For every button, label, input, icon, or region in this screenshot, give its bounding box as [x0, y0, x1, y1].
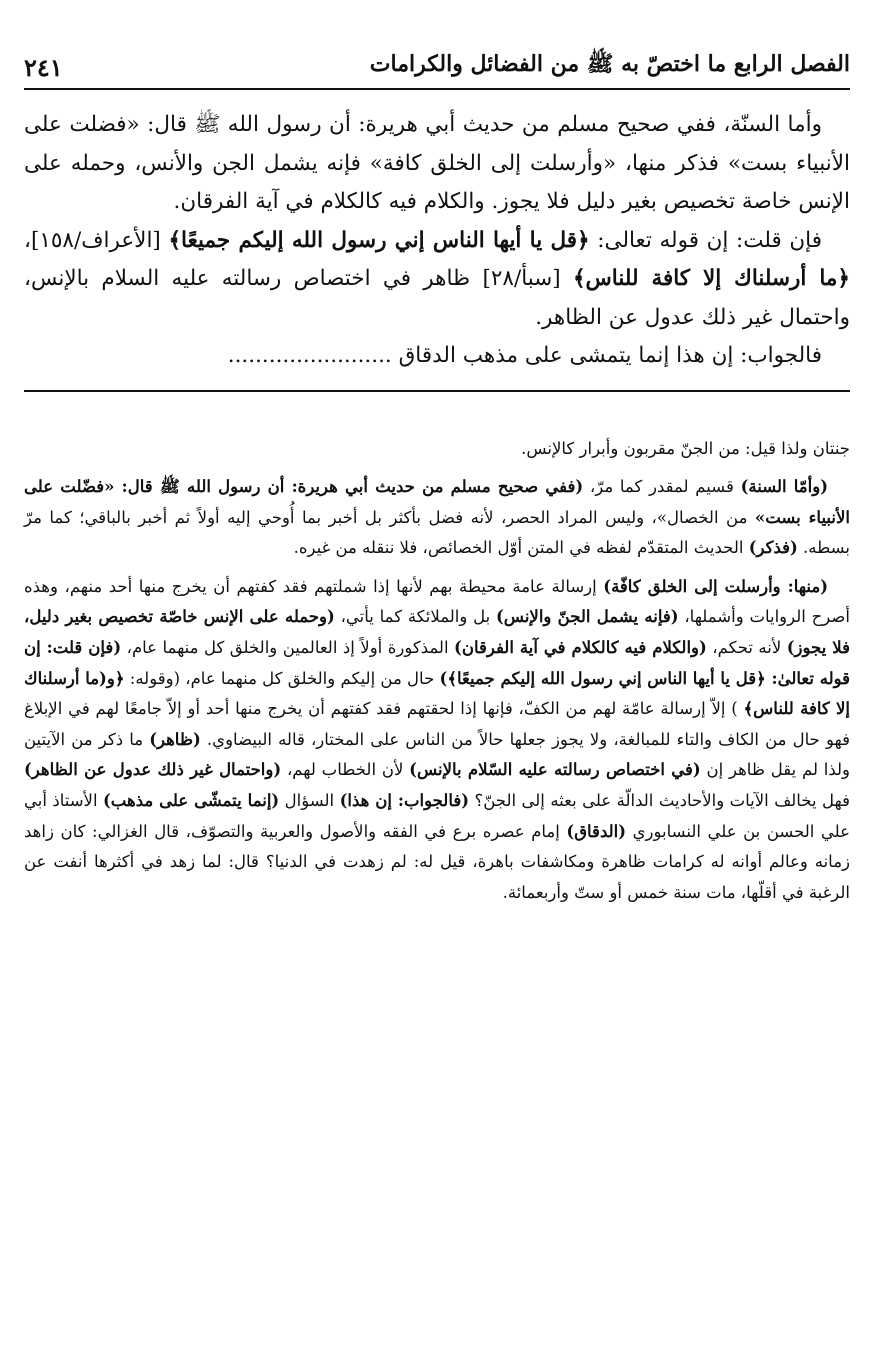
page-number: ٢٤١ — [24, 53, 63, 82]
commentary-quote: (ففي صحيح مسلم من حديث أبي هريرة: أن رسول الله ﷺ قال: «فضّلت على الأنبياء بست» — [24, 477, 850, 527]
main-paragraph-1 — [24, 106, 850, 222]
main-text-segment: فالجواب: إن هذا إنما يتمشى على مذهب الدقاق — [391, 343, 822, 368]
commentary-segment: فهل يخالف الآيات والأحاديث الدالّة على بعثه إلى الجنّ؟ — [469, 791, 851, 811]
main-paragraph-2 — [24, 222, 850, 338]
ellipsis-dots: ........................ — [227, 343, 392, 368]
quran-verse: ﴿قل يا أيها الناس إني رسول الله إليكم جميعًا﴾ — [168, 227, 590, 253]
main-text — [24, 106, 850, 376]
commentary-segment: لأنه تحكم، — [706, 638, 787, 658]
main-paragraph-3 — [24, 337, 850, 376]
commentary-quote: (فإن قلت: إن قوله تعالىٰ: ﴿قل يا أيها الناس إني رسول الله إليكم جميعًا﴾) — [24, 638, 851, 688]
commentary-segment: قسيم لمقدر كما مرّ، — [583, 477, 741, 497]
commentary-segment: من الخصال»، وليس المراد الحصر، لأنه فضل بأكثر بل أخبر بما أُوحي إليه أولاً ثم أخبر بالباقي؛ كما مرّ بسطه. — [24, 507, 850, 558]
commentary-segment: إمام عصره برع في الفقه والأصول والعربية والتصوّف، قال الغزالي: كان زاهد زمانه وعالم أوانه له كرامات ظاهرة ومكاشفات باهرة، قيل له: لم زهدت في الدنيا؟ قال: لما زهد في أكثرها أنفت عن الرغبة في أقلّها، مات سنة خمس أو ستّ وأربعمائة. — [24, 821, 850, 902]
quran-verse: ﴿ما أرسلناك إلا كافة للناس﴾ — [572, 266, 850, 291]
commentary-paragraph-3 — [24, 572, 850, 909]
commentary-quote: (الدقاق) — [566, 821, 627, 841]
commentary-paragraph-2 — [24, 472, 850, 564]
commentary-quote: (والكلام فيه كالكلام في آية الفرقان) — [454, 638, 707, 658]
commentary-quote: (ظاهر) — [149, 729, 201, 749]
commentary-quote: (إنما يتمشّى على مذهب) — [103, 791, 280, 811]
main-text-segment: فإن قلت: إن قوله تعالى: — [589, 227, 822, 253]
commentary-quote: (واحتمال غير ذلك عدول عن الظاهر) — [24, 760, 282, 780]
commentary-segment: حال من إليكم والخلق كل منهما عام، (وقوله: — [124, 668, 440, 688]
commentary-segment: إرسالة عامة محيطة بهم لأنها إذا شملتهم فقد كفتهم أن يخرج منها أحد منهم، وهذه أصرح الروايات وأشملها، — [24, 576, 850, 627]
commentary-segment: ) إلاّ إرسالة عامّة لهم من الكفّ، فإنها إذا لحقتهم فقد كفتهم أن يخرج منها أحد أو إلاّ جامعًا لهم في الإبلاغ فهو حال من الكاف والتاء للمبالغة، ولا يجوز جعلها حالاً من الناس على المختار، قاله البيضاوي. — [24, 699, 850, 749]
commentary-segment: السؤال — [279, 791, 340, 811]
commentary-quote: (منها: وأرسلت إلى الخلق كافّة) — [603, 576, 828, 596]
commentary-quote: (وأمّا السنة) — [740, 477, 828, 497]
commentary-quote: (في اختصاص رسالته عليه السّلام بالإنس) — [409, 760, 701, 780]
commentary-quote: (فذكر) — [748, 538, 798, 558]
main-text-segment: وأما السنّة، ففي صحيح مسلم من حديث أبي هريرة: أن رسول الله ﷺ قال: «فضلت على الأنبياء بست» فذكر منها، «وأرسلت إلى الخلق كافة» فإنه يشمل الجن والأنس، وحمله على الإنس خاصة تخصيص بغير دليل فلا يجوز. والكلام فيه كالكلام في آية الفرقان. — [24, 112, 850, 214]
page-header — [24, 36, 850, 90]
commentary-paragraph-1 — [24, 434, 850, 465]
text-divider — [24, 390, 850, 392]
commentary-quote: (فإنه يشمل الجنّ والإنس) — [496, 607, 679, 627]
commentary-quote: ﴿و(ما أرسلناك إلا كافة للناس﴾ — [24, 668, 851, 719]
commentary-segment: الحديث المتقدّم لفظه في المتن أوّل الخصائص، فلا ننقله من غيره. — [293, 538, 749, 558]
main-text-segment: [الأعراف/١٥٨]، — [24, 227, 169, 253]
commentary-quote: (فالجواب: إن هذا) — [339, 791, 470, 811]
commentary — [24, 434, 850, 909]
book-page — [24, 36, 850, 916]
main-text-segment: [سبأ/٢٨] ظاهر في اختصاص رسالته عليه السلام بالإنس، واحتمال غير ذلك عدول عن الظاهر. — [24, 266, 850, 330]
commentary-segment: بل والملائكة كما يأتي، — [334, 607, 496, 627]
commentary-segment: الأستاذ أبي علي الحسن بن علي النسابوري — [24, 791, 850, 841]
commentary-quote: (وحمله على الإنس خاصّة تخصيص بغير دليل، فلا يجوز) — [24, 607, 850, 658]
commentary-segment: المذكورة أولاً إذ العالمين والخلق كل منهما عام، — [121, 638, 455, 658]
commentary-segment: ما ذكر من الآيتين ولذا لم يقل ظاهر إن — [24, 729, 850, 780]
commentary-segment: جنتان ولذا قيل: من الجنّ مقربون وأبرار كالإنس. — [521, 438, 850, 458]
commentary-segment: لأن الخطاب لهم، — [281, 760, 410, 780]
chapter-title: الفصل الرابع ما اختصّ به ﷺ من الفضائل والكرامات — [369, 51, 850, 77]
